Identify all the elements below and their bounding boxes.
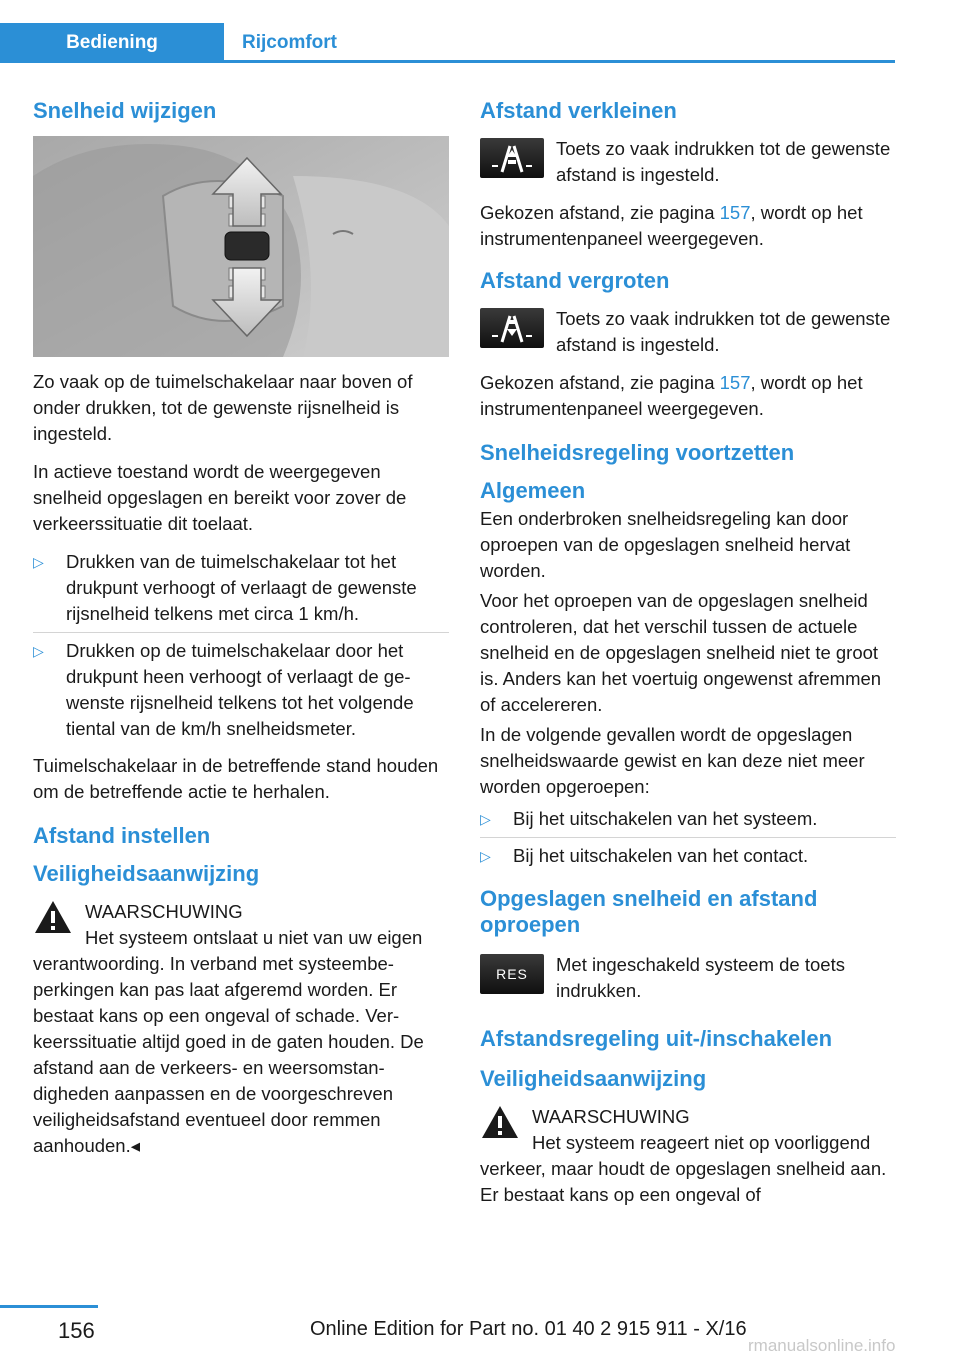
paragraph-active-state: In actieve toestand wordt de weergegeven snelheid opgeslagen en bereikt voor zover de verkeerssituatie dit toelaat. xyxy=(33,461,407,534)
list-item: ▷ Bij het uitschakelen van het systeem. xyxy=(480,806,896,838)
heading-speed-change: Snelheid wijzigen xyxy=(33,98,217,123)
paragraph-rocker-press: Zo vaak op de tuimelschakelaar naar boven of onder drukken, tot de gewenste rijsnelheid is ingesteld. xyxy=(33,371,413,444)
distance-decrease-icon xyxy=(480,138,544,178)
warning-triangle-icon xyxy=(33,899,73,935)
speed-bullet-list xyxy=(33,549,449,747)
heading-distance-increase: Afstand vergroten xyxy=(480,268,670,293)
paragraph-hold-rocker: Tuimelschakelaar in de betreffende stand houden om de betreffende actie te herhalen. xyxy=(33,755,439,802)
recall-row xyxy=(480,952,896,1004)
right-column xyxy=(480,98,896,1220)
paragraph-general-1: Een onderbroken snelheidsregeling kan door oproepen van de opgeslagen snelheid hervat worden. xyxy=(480,508,851,581)
heading-resume-speed-control: Snelheidsregeling voortzetten xyxy=(480,440,795,465)
list-item: ▷ Drukken van de tuimelschakelaar tot het drukpunt verhoogt of verlaagt de gewenste rijsnelheid telkens met circa 1 km/h. xyxy=(33,549,449,633)
heading-distance-control-toggle: Afstandsregeling uit-/inschakelen xyxy=(480,1026,833,1051)
heading-safety-note-right: Veiligheidsaanwijzing xyxy=(480,1066,707,1091)
page-number: 156 xyxy=(58,1318,95,1343)
triangle-bullet-icon: ▷ xyxy=(480,811,491,827)
steering-wheel-illustration xyxy=(33,136,449,357)
edition-note: Online Edition for Part no. 01 40 2 915 911 - X/16 xyxy=(310,1318,747,1340)
heading-recall-speed-distance: Opgeslagen snelheid en afstand oproepen xyxy=(480,886,818,937)
triangle-bullet-icon: ▷ xyxy=(480,848,491,864)
increase-note: Gekozen afstand, zie pagina 157, wordt op het instrumentenpaneel weergegeven. xyxy=(480,372,863,419)
heading-general: Algemeen xyxy=(480,478,586,503)
tab-rijcomfort[interactable]: Rijcomfort xyxy=(242,32,337,53)
warning-title-right: WAARSCHUWING xyxy=(532,1106,690,1127)
distance-increase-icon xyxy=(480,308,544,348)
increase-text: Toets zo vaak indrukken tot de gewenste afstand is ingesteld. xyxy=(556,308,891,355)
triangle-bullet-icon: ▷ xyxy=(33,554,44,570)
decrease-row xyxy=(480,136,896,188)
res-button-icon: RES xyxy=(480,954,544,994)
decrease-text: Toets zo vaak indrukken tot de gewenste afstand is ingesteld. xyxy=(556,138,891,185)
heading-safety-note: Veiligheidsaanwijzing xyxy=(33,861,260,886)
footer-rule xyxy=(0,1305,98,1308)
watermark: rmanualsonline.info xyxy=(748,1336,896,1355)
heading-distance-decrease: Afstand verkleinen xyxy=(480,98,677,123)
resume-bullet-list xyxy=(480,806,896,874)
tab-bediening[interactable]: Bediening xyxy=(0,23,224,61)
warning-text-right: Het systeem reageert niet op voorliggend verkeer, maar houdt de opgeslagen snelheid aan. Er bestaat kans op een ongeval of xyxy=(480,1132,887,1205)
steering-wheel-rocker-switch-image xyxy=(33,136,449,357)
warning-title: WAARSCHUWING xyxy=(85,901,243,922)
list-item: ▷ Bij het uitschakelen van het contact. xyxy=(480,843,896,874)
paragraph-general-2: Voor het oproepen van de opgeslagen snelheid controleren, dat het verschil tussen de actuele snelheid en de opgeslagen snelheid niet te groot is. Anders kan het voertuig ongewenst afremmen of accelereren. xyxy=(480,590,882,715)
triangle-bullet-icon: ▷ xyxy=(33,643,44,659)
page-link-157[interactable]: 157 xyxy=(719,372,751,393)
decrease-note: Gekozen afstand, zie pagina 157, wordt op het instrumentenpaneel weergegeven. xyxy=(480,202,863,249)
left-column xyxy=(33,98,449,1171)
paragraph-general-3: In de volgende gevallen wordt de opgeslagen snelheidswaarde gewist en kan deze niet meer worden opgeroepen: xyxy=(480,724,865,797)
heading-distance-set: Afstand instellen xyxy=(33,823,211,848)
warning-block-right xyxy=(480,1104,896,1208)
recall-text: Met ingeschakeld systeem de toets indrukken. xyxy=(556,954,845,1001)
increase-row xyxy=(480,306,896,358)
warning-text: Het systeem ontslaat u niet van uw eigen verantwoording. In verband met systeembeperkingen kan pas laat afgeremd worden. Er bestaat kans op een ongeval of schade. Verkeerssituatie altijd goed in de gaten houden. De afstand aan de verkeers- en weersomstandigheden aanpassen en de voorgeschreven veiligheidsafstand eventueel door remmen aanhouden.◂ xyxy=(33,927,424,1156)
page-link-157[interactable]: 157 xyxy=(719,202,751,223)
list-item: ▷ Drukken op de tuimelschakelaar door het drukpunt heen verhoogt of verlaagt de gewenste rijsnelheid telkens tot het volgende tiental van de km/h snelheidsmeter. xyxy=(33,640,414,739)
warning-triangle-icon xyxy=(480,1104,520,1140)
section-tabs xyxy=(0,23,895,63)
warning-block xyxy=(33,899,449,1159)
